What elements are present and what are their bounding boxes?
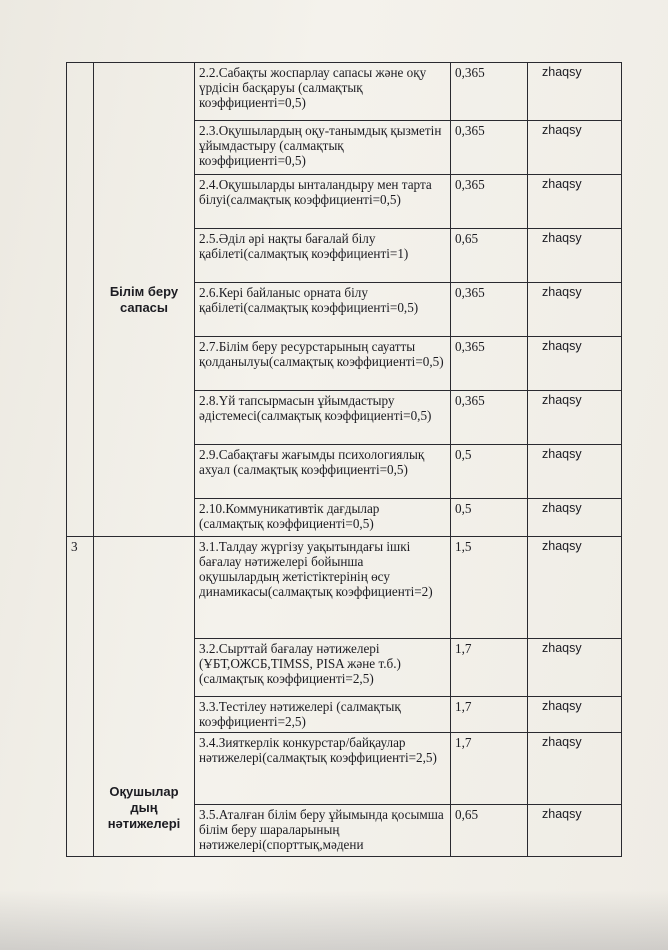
grade-cell: zhaqsy [528,283,622,337]
grade-cell: zhaqsy [528,537,622,639]
criterion-cell: 2.7.Білім беру ресурстарының сауатты қолданылуы(салмақтық коэффициенті=0,5) [195,337,451,391]
criterion-cell: 3.4.Зияткерлік конкурстар/байқаулар нәтижелері(салмақтық коэффициенті=2,5) [195,733,451,805]
grade-cell: zhaqsy [528,445,622,499]
grade-cell: zhaqsy [528,697,622,733]
criterion-cell: 2.3.Оқушылардың оқу-танымдық қызметін ұйымдастыру (салмақтық коэффициенті=0,5) [195,121,451,175]
table-row [67,63,622,121]
coefficient-cell: 1,5 [451,537,528,639]
criterion-cell: 2.6.Кері байланыс орната білу қабілеті(салмақтық коэффициенті=0,5) [195,283,451,337]
criterion-cell: 3.1.Талдау жүргізу уақытындағы ішкі бағалау нәтижелері бойынша оқушылардың жетістіктерінің өсу динамикасы(салмақтық коэффициенті=2) [195,537,451,639]
coefficient-cell: 0,365 [451,391,528,445]
section-name-cell [94,63,195,537]
section-name: Білім беру сапасы [109,283,179,315]
coefficient-cell: 0,65 [451,229,528,283]
coefficient-cell: 0,365 [451,63,528,121]
criterion-cell: 3.5.Аталған білім беру ұйымында қосымша білім беру шараларының нәтижелері(спорттық,мәдени [195,805,451,857]
criterion-cell: 2.5.Әділ әрі нақты бағалай білу қабілеті(салмақтық коэффициенті=1) [195,229,451,283]
section-name: Оқушылар дың нәтижелері [107,784,181,831]
coefficient-cell: 1,7 [451,697,528,733]
coefficient-cell: 0,365 [451,175,528,229]
coefficient-cell: 1,7 [451,733,528,805]
coefficient-cell: 0,65 [451,805,528,857]
section-name-cell [94,537,195,857]
grade-cell: zhaqsy [528,639,622,697]
grade-cell: zhaqsy [528,499,622,537]
coefficient-cell: 1,7 [451,639,528,697]
photo-shadow [0,890,668,950]
criterion-cell: 2.2.Сабақты жоспарлау сапасы және оқу үрдісін басқаруы (салмақтық коэффициенті=0,5) [195,63,451,121]
grade-cell: zhaqsy [528,121,622,175]
coefficient-cell: 0,365 [451,283,528,337]
coefficient-cell: 0,365 [451,337,528,391]
evaluation-table [66,62,622,857]
row-number-cell [67,63,94,537]
criterion-cell: 2.9.Сабақтағы жағымды психологиялық ахуал (салмақтық коэффициенті=0,5) [195,445,451,499]
grade-cell: zhaqsy [528,229,622,283]
row-number-cell: 3 [67,537,94,857]
coefficient-cell: 0,365 [451,121,528,175]
criterion-cell: 3.3.Тестілеу нәтижелері (салмақтық коэффициенті=2,5) [195,697,451,733]
criterion-cell: 2.8.Үй тапсырмасын ұйымдастыру әдістемесі(салмақтық коэффициенті=0,5) [195,391,451,445]
grade-cell: zhaqsy [528,733,622,805]
criterion-cell: 2.10.Коммуникативтік дағдылар (салмақтық коэффициенті=0,5) [195,499,451,537]
coefficient-cell: 0,5 [451,499,528,537]
grade-cell: zhaqsy [528,337,622,391]
grade-cell: zhaqsy [528,391,622,445]
criterion-cell: 2.4.Оқушыларды ынталандыру мен тарта білуі(салмақтық коэффициенті=0,5) [195,175,451,229]
coefficient-cell: 0,5 [451,445,528,499]
table-row [67,537,622,639]
grade-cell: zhaqsy [528,175,622,229]
criterion-cell: 3.2.Сырттай бағалау нәтижелері (ҰБТ,ОЖСБ,TIMSS, PISA және т.б.) (салмақтық коэффициенті=2,5) [195,639,451,697]
grade-cell: zhaqsy [528,805,622,857]
grade-cell: zhaqsy [528,63,622,121]
